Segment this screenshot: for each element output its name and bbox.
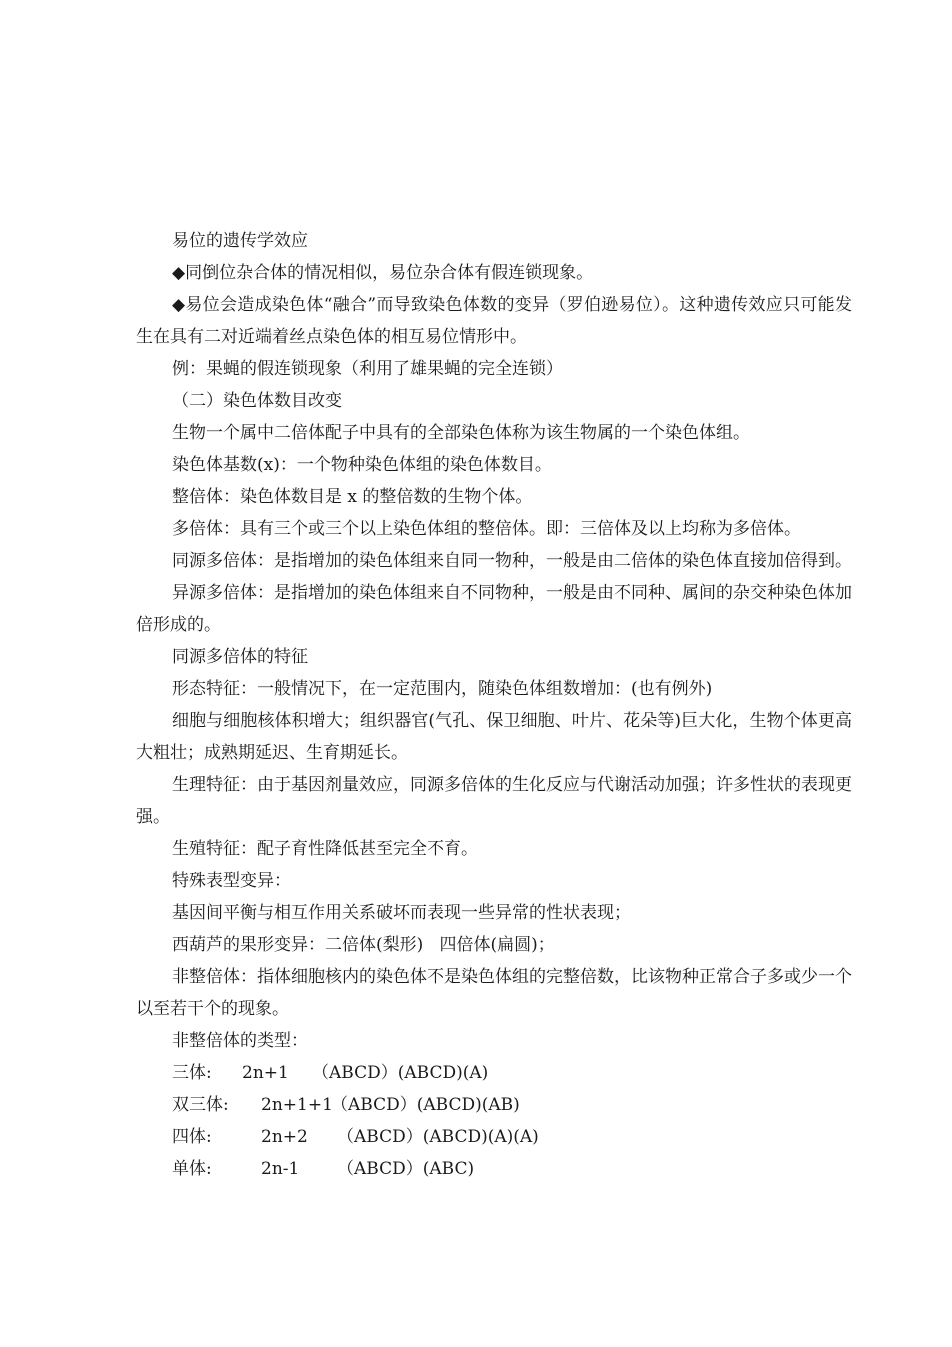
paragraph: 异源多倍体：是指增加的染色体组来自不同物种，一般是由不同种、属间的杂交种染色体加倍形成的。 — [136, 583, 852, 635]
type-label: 双三体: — [172, 1095, 229, 1115]
paragraph: 形态特征：一般情况下，在一定范围内，随染色体组数增加：(也有例外) — [172, 679, 713, 699]
type-composition: （ABCD）(ABCD)(AB) — [331, 1095, 520, 1115]
paragraph: 非整倍体：指体细胞核内的染色体不是染色体组的完整倍数，比该物种正常合子多或少一个以至若干个的现象。 — [136, 967, 852, 1019]
aneuploid-type-row — [136, 1153, 852, 1185]
document-body — [136, 225, 852, 1185]
paragraph: 生理特征：由于基因剂量效应，同源多倍体的生化反应与代谢活动加强；许多性状的表现更强。 — [136, 775, 852, 827]
type-formula: 2n+1+1 — [261, 1095, 333, 1115]
paragraph: 同源多倍体：是指增加的染色体组来自同一物种，一般是由二倍体的染色体直接加倍得到。 — [172, 551, 852, 571]
type-formula: 2n-1 — [261, 1159, 300, 1179]
paragraph: ◆易位会造成染色体“融合”而导致染色体数的变异（罗伯逊易位）。这种遗传效应只可能发生在具有二对近端着丝点染色体的相互易位情形中。 — [136, 295, 852, 347]
heading-translocation-effects: 易位的遗传学效应 — [172, 231, 308, 251]
type-label: 三体: — [172, 1063, 212, 1083]
paragraph: 生物一个属中二倍体配子中具有的全部染色体称为该生物属的一个染色体组。 — [172, 423, 750, 443]
type-composition: （ABCD）(ABCD)(A)(A) — [337, 1127, 539, 1147]
aneuploid-type-row — [136, 1089, 852, 1121]
paragraph: 整倍体：染色体数目是 x 的整倍数的生物个体。 — [172, 487, 533, 507]
paragraph: 细胞与细胞核体积增大；组织器官(气孔、保卫细胞、叶片、花朵等)巨大化，生物个体更高大粗壮；成熟期延迟、生育期延长。 — [136, 711, 852, 763]
paragraph: 基因间平衡与相互作用关系破坏而表现一些异常的性状表现； — [172, 903, 631, 923]
paragraph: 多倍体：具有三个或三个以上染色体组的整倍体。即：三倍体及以上均称为多倍体。 — [172, 519, 801, 539]
paragraph: ◆同倒位杂合体的情况相似，易位杂合体有假连锁现象。 — [172, 263, 594, 283]
subheading: 同源多倍体的特征 — [172, 647, 308, 667]
type-formula: 2n+2 — [261, 1127, 308, 1147]
paragraph: 染色体基数(x)：一个物种染色体组的染色体数目。 — [172, 455, 552, 475]
type-label: 四体: — [172, 1127, 212, 1147]
paragraph: 生殖特征：配子育性降低甚至完全不育。 — [172, 839, 478, 859]
paragraph: 特殊表型变异： — [172, 871, 291, 891]
type-label: 单体: — [172, 1159, 212, 1179]
paragraph: 西葫芦的果形变异：二倍体(梨形) 四倍体(扁圆)； — [172, 935, 555, 955]
paragraph: 非整倍体的类型： — [172, 1031, 308, 1051]
type-composition: （ABCD）(ABCD)(A) — [312, 1063, 489, 1083]
section-heading: （二）染色体数目改变 — [172, 391, 342, 411]
paragraph: 例：果蝇的假连锁现象（利用了雄果蝇的完全连锁） — [172, 359, 563, 379]
type-composition: （ABCD）(ABC) — [337, 1159, 475, 1179]
aneuploid-type-row — [136, 1121, 852, 1153]
aneuploid-type-row — [136, 1057, 852, 1089]
type-formula: 2n+1 — [242, 1063, 289, 1083]
